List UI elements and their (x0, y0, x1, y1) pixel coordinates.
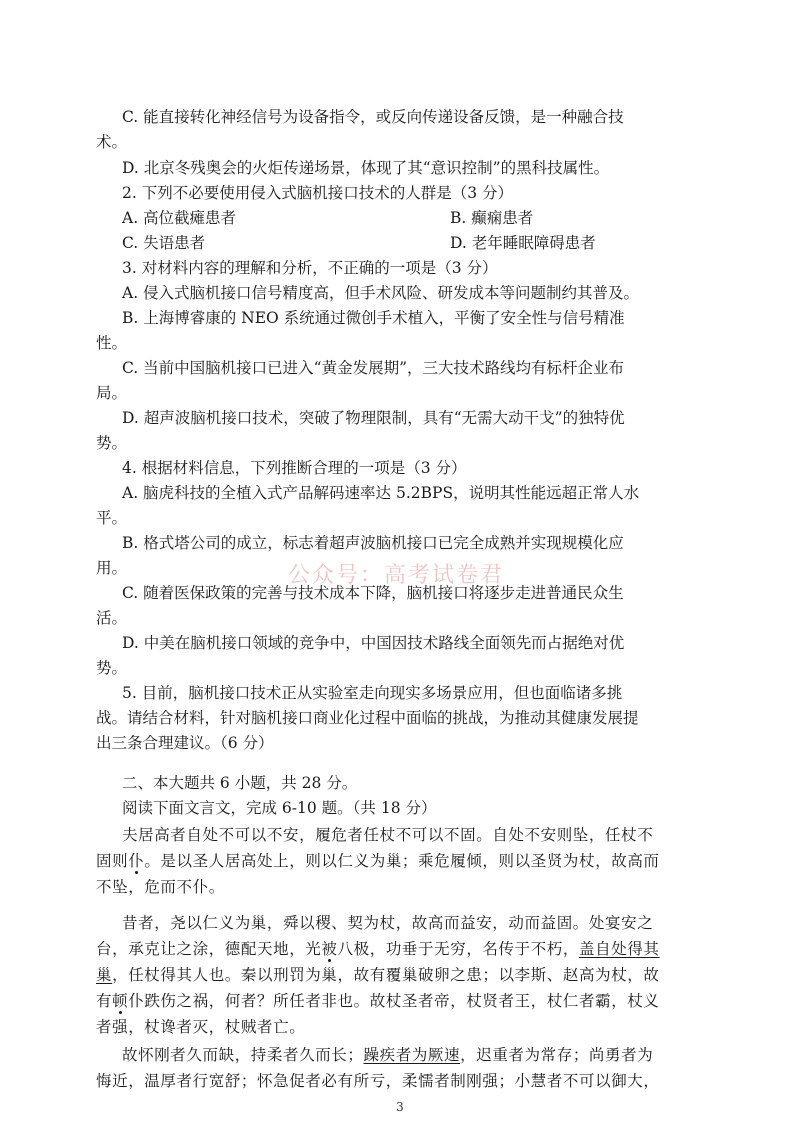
classical-p3-line1 (122, 1044, 732, 1066)
q4-option-c-line2: 活。 (96, 609, 128, 627)
classical-p1-line1: 夫居高者自处不可以不安，履危者任杖不可以不固。自处不安则坠，任杖不 (122, 826, 654, 844)
page-number: 3 (396, 1100, 404, 1114)
q3-option-d-line1: D. 超声波脑机接口技术，突破了物理限制，具有“无需大动干戈”的独特优 (122, 409, 625, 427)
text-run: 仆跌伤之祸，何者？所任者非也。故杖圣者帝，杖贤者王，杖仁者霸，杖义 (128, 992, 660, 1010)
q4-option-c-line1: C. 随着医保政策的完善与技术成本下降，脑机接口将逐步走进普通民众生 (122, 584, 624, 602)
text-run: 故怀刚者久而缺，持柔者久而长； (122, 1046, 364, 1064)
q5-line1: 5. 目前，脑机接口技术正从实验室走向现实多场景应用，但也面临诸多挑 (122, 684, 623, 702)
section2-intro: 阅读下面文言文，完成 6-10 题。（共 18 分） (122, 799, 437, 817)
q2-option-d: D. 老年睡眠障碍患者 (450, 234, 596, 252)
q4-stem: 4. 根据材料信息，下列推断合理的一项是（3 分） (122, 459, 467, 477)
q1-option-c-line1: C. 能直接转化神经信号为设备指令，或反向传递设备反馈，是一种融合技 (122, 108, 624, 126)
q4-option-b-line2: 用。 (96, 559, 128, 577)
q2-option-a: A. 高位截瘫患者 (122, 209, 237, 227)
q4-option-d-line2: 势。 (96, 659, 128, 677)
classical-p1-line3: 不坠，危而不仆。 (96, 878, 225, 896)
q4-option-a-line2: 平。 (96, 509, 128, 527)
text-run: 八极，功垂于无穷，名传于不朽， (337, 940, 580, 958)
q3-option-d-line2: 势。 (96, 434, 128, 452)
q3-option-b-line2: 性。 (96, 334, 128, 352)
classical-p2-line4 (96, 990, 706, 1012)
q3-stem: 3. 对材料内容的理解和分析，不正确的一项是（3 分） (122, 259, 498, 277)
q1-option-c-line2: 术。 (96, 133, 128, 151)
q2-option-c: C. 失语患者 (122, 234, 206, 252)
dotted-character: 被 (321, 940, 338, 958)
q5-line2: 战。请结合材料，针对脑机接口商业化过程中面临的挑战，为推动其健康发展提 (96, 709, 639, 727)
classical-p2-line2 (96, 938, 706, 960)
dotted-character: 顿 (112, 992, 129, 1010)
q1-option-d: D. 北京冬残奥会的火炬传递场景，体现了其“意识控制”的黑科技属性。 (122, 159, 610, 177)
classical-p1-line2 (96, 850, 706, 872)
watermark-text: 公众号：高考试卷君 (288, 563, 505, 588)
classical-p2-line3 (96, 964, 706, 986)
q3-option-c-line1: C. 当前中国脑机接口已进入“黄金发展期”，三大技术路线均有标杆企业布 (122, 359, 625, 377)
text-run: 。是以圣人居高处上，则以仁义为巢；乘危履倾，则以圣贤为杖，故高而 (144, 852, 660, 870)
text-run: 固则 (96, 852, 129, 870)
underlined-phrase: 盖自处得其 (579, 940, 660, 958)
q2-stem: 2. 下列不必要使用侵入式脑机接口技术的人群是（3 分） (122, 184, 514, 202)
text-run: ，迟重者为常存；尚勇者为 (460, 1046, 654, 1064)
text-run: ，任杖得其人也。秦以刑罚为巢，故有覆巢破卵之患；以李斯、赵高为杖，故 (112, 966, 660, 984)
classical-p2-line1: 昔者，尧以仁义为巢，舜以稷、契为杖，故高而益安，动而益固。处宴安之 (122, 914, 654, 932)
classical-p3-line2: 悔近，温厚者行宽舒；怀急促者必有所亏，柔懦者制刚强；小慧者不可以御大， (96, 1072, 660, 1090)
underlined-phrase: 巢 (96, 966, 113, 984)
section2-heading: 二、本大题共 6 小题，共 28 分。 (122, 774, 358, 792)
classical-p2-line5: 者强，杖谗者灭，杖贼者亡。 (96, 1018, 306, 1036)
q2-option-b: B. 癫痫患者 (450, 209, 534, 227)
q3-option-b-line1: B. 上海博睿康的 NEO 系统通过微创手术植入，平衡了安全性与信号精准 (122, 309, 625, 327)
q5-line3: 出三条合理建议。（6 分） (96, 734, 274, 752)
q3-option-a: A. 侵入式脑机接口信号精度高，但手术风险、研发成本等问题制约其普及。 (122, 284, 640, 302)
q3-option-c-line2: 局。 (96, 384, 128, 402)
text-run: 有 (96, 992, 113, 1010)
underlined-phrase: 躁疾者为厥速 (363, 1046, 461, 1064)
dotted-character: 仆 (128, 852, 145, 870)
q4-option-a-line1: A. 脑虎科技的全植入式产品解码速率达 5.2BPS，说明其性能远超正常人水 (122, 484, 640, 502)
q4-option-d-line1: D. 中美在脑机接口领域的竞争中，中国因技术路线全面领先而占据绝对优 (122, 634, 625, 652)
q4-option-b-line1: B. 格式塔公司的成立，标志着超声波脑机接口已完全成熟并实现规模化应 (122, 534, 624, 552)
text-run: 台，承克让之涂，德配天地，光 (96, 940, 322, 958)
